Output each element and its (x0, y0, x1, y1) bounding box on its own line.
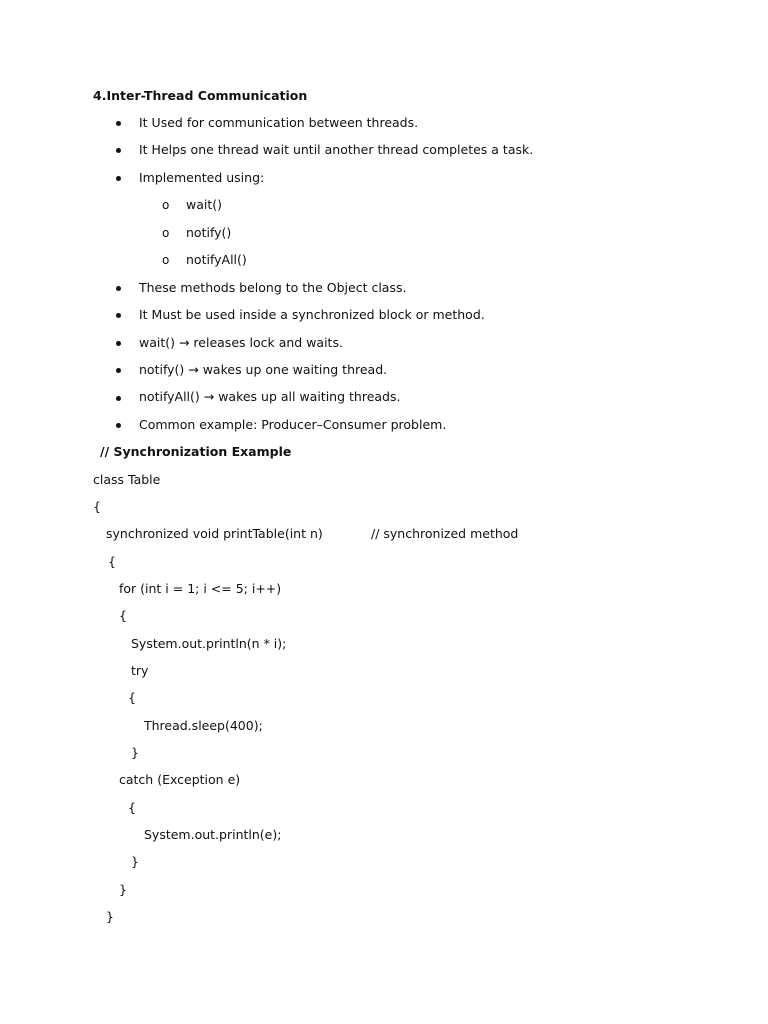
bullet-marker (116, 423, 121, 428)
bullet-item: notify() → wakes up one waiting thread. (139, 362, 388, 377)
sub-item: notify() (186, 225, 232, 240)
bullet-marker (116, 396, 121, 401)
sub-bullet-marker: o (162, 198, 170, 212)
bullet-item: notifyAll() → wakes up all waiting threads. (139, 389, 401, 404)
bullet-marker (116, 121, 121, 126)
bullet-item: These methods belong to the Object class. (139, 280, 407, 295)
bullet-marker (116, 313, 121, 318)
code-line: System.out.println(e); (144, 827, 282, 842)
code-line: } (131, 745, 139, 760)
code-line: synchronized void printTable(int n) (106, 526, 323, 541)
code-line: { (128, 690, 136, 705)
sub-bullet-marker: o (162, 226, 170, 240)
code-line: } (106, 909, 114, 924)
bullet-item: Implemented using: (139, 170, 265, 185)
bullet-item: wait() → releases lock and waits. (139, 335, 343, 350)
code-line: class Table (93, 472, 161, 487)
code-line: try (131, 663, 149, 678)
bullet-marker (116, 341, 121, 346)
bullet-item: Common example: Producer–Consumer problem. (139, 417, 447, 432)
code-line: catch (Exception e) (119, 772, 241, 787)
code-line: { (128, 800, 136, 815)
bullet-marker (116, 176, 121, 181)
code-line: { (108, 554, 116, 569)
code-line: Thread.sleep(400); (144, 718, 263, 733)
bullet-marker (116, 368, 121, 373)
sub-item: notifyAll() (186, 252, 247, 267)
code-comment: // synchronized method (371, 526, 519, 541)
bullet-item: It Helps one thread wait until another thread completes a task. (139, 142, 534, 157)
code-line: } (131, 854, 139, 869)
sub-bullet-marker: o (162, 253, 170, 267)
code-line: { (93, 499, 101, 514)
code-line: for (int i = 1; i <= 5; i++) (119, 581, 282, 596)
sub-item: wait() (186, 197, 223, 212)
code-line: System.out.println(n * i); (131, 636, 287, 651)
code-line: { (119, 608, 127, 623)
section-title: 4.Inter-Thread Communication (93, 88, 308, 103)
bullet-marker (116, 286, 121, 291)
bullet-marker (116, 148, 121, 153)
example-heading: // Synchronization Example (100, 444, 292, 459)
bullet-item: It Used for communication between threads. (139, 115, 419, 130)
bullet-item: It Must be used inside a synchronized block or method. (139, 307, 485, 322)
code-line: } (119, 882, 127, 897)
